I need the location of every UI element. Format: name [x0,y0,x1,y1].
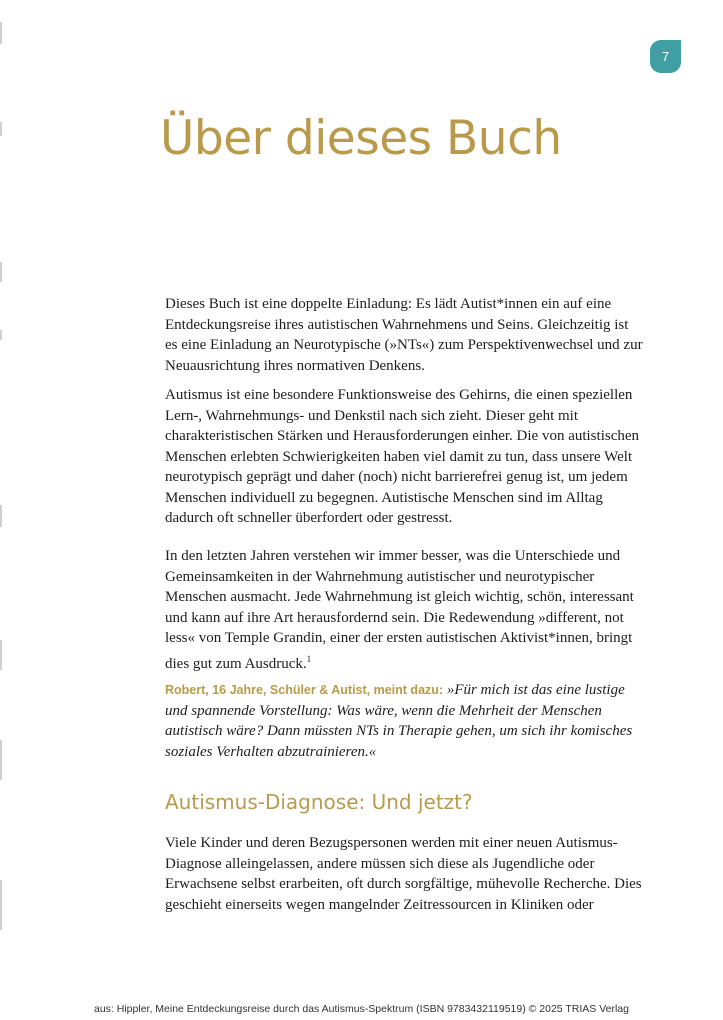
perception-paragraph-text: In den letzten Jahren verstehen wir immer besser, was die Unterschiede und Gemeinsamkeiten in der Wahrnehmung autistischer und neurotypischer Menschen ausmacht. Jede Wahrnehmung ist gleich wichtig, schön, interessant und kann auf ihre Art herausfordernd sein. Die Redewendung »different, not less« von Temple Grandin, einer der ersten autistischen Aktivist*innen, bringt dies gut zum Ausdruck. [165,548,634,672]
edge-mark [0,880,2,930]
edge-mark [0,22,2,44]
footnote-marker: 1 [306,653,312,664]
quote-block [165,680,643,762]
quote-text: »Für mich ist das eine lustige und spannende Vorstellung: Was wäre, wenn die Mehrheit der Menschen autistisch wäre? Dann müssten NTs in Therapie gehen, um sich ihr komisches soziales Verhalten abzutrainieren.« [165,682,633,760]
page-number: 7 [661,49,670,64]
section-heading: Autismus-Diagnose: Und jetzt? [165,790,473,814]
edge-mark [0,330,2,340]
chapter-title: Über dieses Buch [160,111,562,166]
perception-paragraph [165,546,643,674]
edge-mark [0,740,2,780]
left-edge-marks [0,0,3,1020]
edge-mark [0,122,2,136]
footer-credit: aus: Hippler, Meine Entdeckungsreise durch das Autismus-Spektrum (ISBN 9783432119519) © 2025 TRIAS Verlag [94,1003,629,1015]
page-number-badge [650,40,681,73]
edge-mark [0,640,2,670]
autism-paragraph: Autismus ist eine besondere Funktionsweise des Gehirns, die einen speziellen Lern-, Wahrnehmungs- und Denkstil nach sich zieht. Dieser geht mit charakteristischen Stärken und Herausforderungen einher. Die von autistischen Menschen erlebten Schwierigkeiten haben viel damit zu tun, dass unsere Welt neurotypisch geprägt und daher (noch) nicht barrierefrei genug ist, um jedem Menschen individuell zu begegnen. Autistische Menschen sind im Alltag dadurch oft schneller überfordert oder gestresst. [165,387,640,526]
intro-paragraph: Dieses Buch ist eine doppelte Einladung: Es lädt Autist*innen ein auf eine Entdeckungsreise ihres autistischen Wahrnehmens und Seins. Gleichzeitig ist es eine Einladung an Neurotypische (»NTs«) zum Perspektivenwechsel und zur Neuausrichtung ihres normativen Denkens. [165,296,643,374]
diagnosis-paragraph: Viele Kinder und deren Bezugspersonen werden mit einer neuen Autismus-Diagnose alleingelassen, andere müssen sich diese als Jugendliche oder Erwachsene selbst erarbeiten, oft durch sorgfältige, mühevolle Recherche. Dies geschieht einerseits wegen mangelnder Zeitressourcen in Kliniken oder [165,835,642,913]
edge-mark [0,262,2,282]
quote-speaker: Robert, 16 Jahre, Schüler & Autist, meint dazu: [165,683,444,697]
edge-mark [0,505,2,527]
